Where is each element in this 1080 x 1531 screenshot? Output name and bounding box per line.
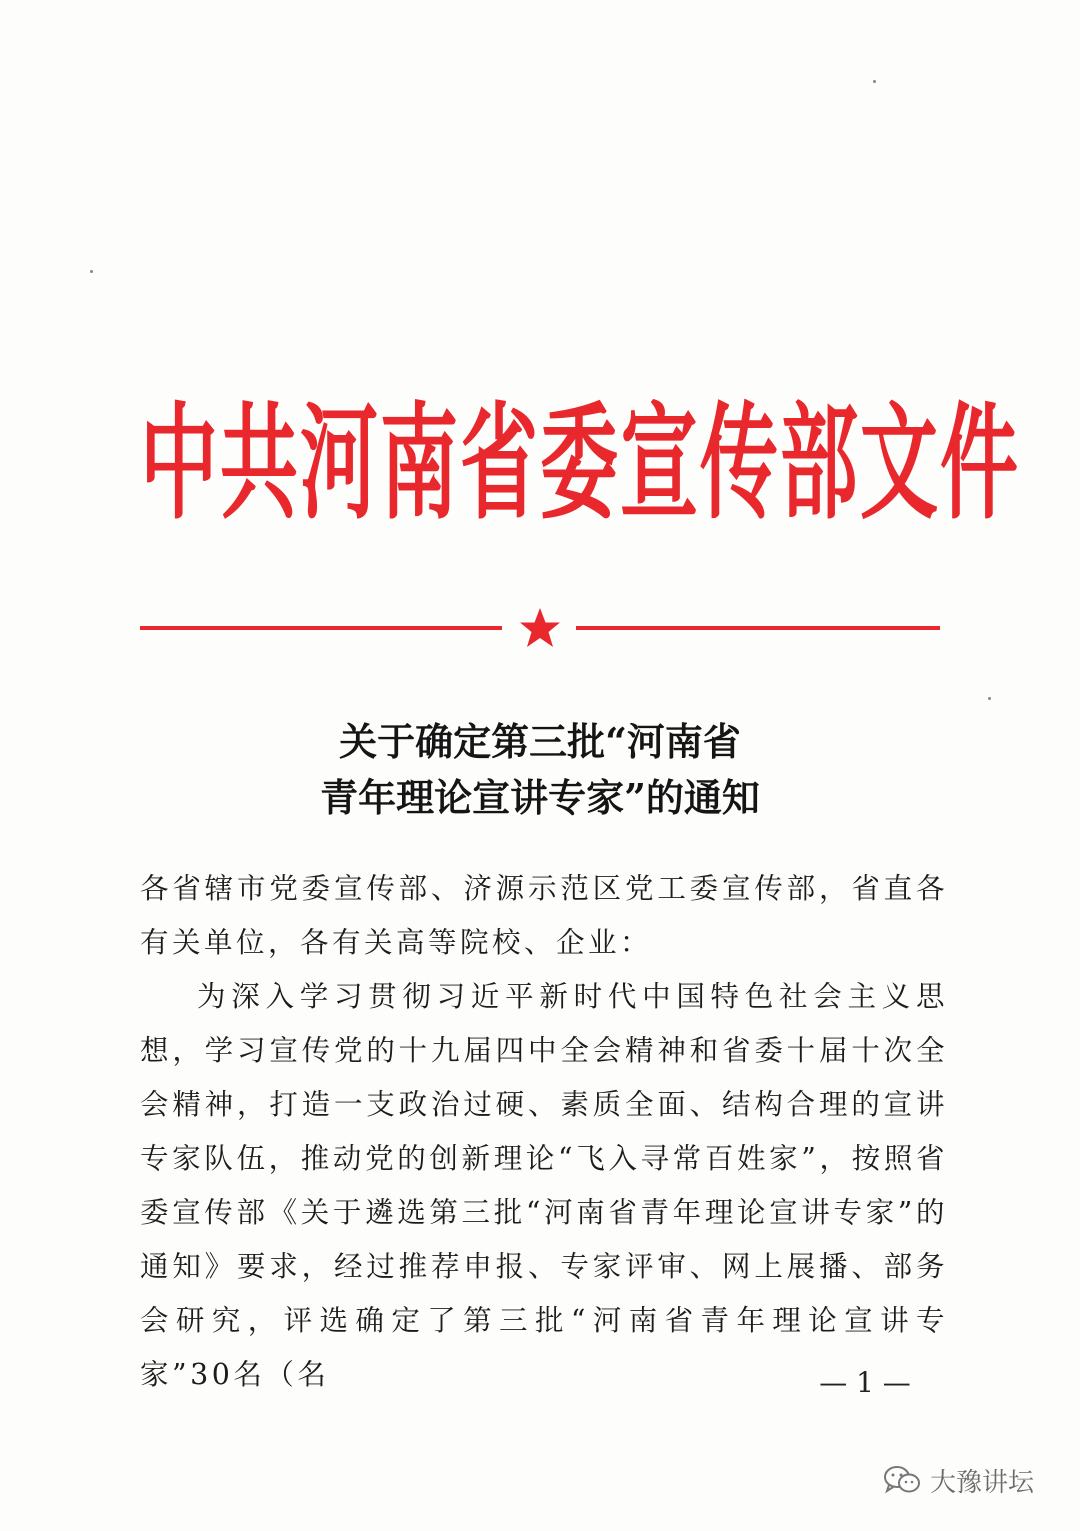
watermark-label: 大豫讲坛 xyxy=(930,1467,1035,1498)
notice-title xyxy=(140,714,940,826)
notice-title-line-2: 青年理论宣讲专家”的通知 xyxy=(320,775,760,820)
recipients-line: 各省辖市党委宣传部、济源示范区党工委宣传部，省直各有关单位，各有关高等院校、企业： xyxy=(140,872,948,959)
body-paragraph: 为深入学习贯彻习近平新时代中国特色社会主义思想，学习宣传党的十九届四中全会精神和省委十届十次全会精神，打造一支政治过硬、素质全面、结构合理的宣讲专家队伍，推动党的创新理论“飞入寻常百姓家”，按照省委宣传部《关于遴选第三批“河南省青年理论宣讲专家”的通知》要求，经过推荐申报、专家评审、网上展播、部务会研究，评选确定了第三批“河南省青年理论宣讲专家”30名（名 xyxy=(140,980,948,1391)
header-divider xyxy=(140,606,940,650)
document-header-title: 中共河南省委宣传部文件 xyxy=(140,393,1021,537)
wechat-icon xyxy=(882,1464,922,1496)
scan-speck xyxy=(873,80,876,83)
notice-body xyxy=(140,862,948,1402)
divider-line-left xyxy=(140,626,502,630)
star-icon xyxy=(518,606,562,650)
scan-speck xyxy=(988,697,991,700)
notice-title-line-1: 关于确定第三批“河南省 xyxy=(339,719,741,764)
source-watermark xyxy=(882,1460,1034,1500)
scan-speck xyxy=(90,270,93,273)
page-number: — 1 — xyxy=(819,1366,911,1399)
divider-line-right xyxy=(576,626,940,630)
